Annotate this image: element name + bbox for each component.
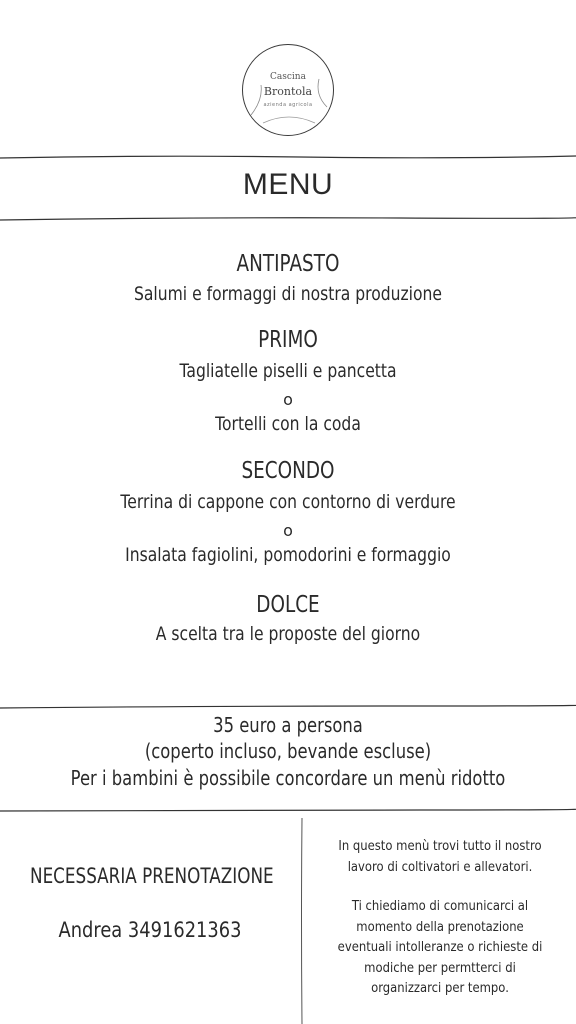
note-paragraph-1 (306, 836, 574, 877)
course-item: A scelta tra le proposte del giorno (155, 623, 421, 645)
course-heading-primo: PRIMO (258, 327, 318, 353)
course-heading-antipasto: ANTIPASTO (236, 251, 340, 277)
logo-line-2: Brontola (263, 85, 313, 98)
course-heading-dolce: DOLCE (256, 592, 320, 618)
divider-price-bottom (0, 804, 576, 816)
vertical-divider (301, 818, 303, 1024)
divider-price-top (0, 701, 576, 713)
note-line: organizzarci per tempo. (371, 980, 509, 996)
divider-top (0, 152, 576, 164)
divider-under-title (0, 212, 576, 224)
note-line: momento della prenotazione (356, 918, 524, 935)
logo-line-3: azienda agricola (263, 102, 313, 108)
course-item: Terrina di cappone con contorno di verdure (120, 491, 456, 513)
course-item: Tortelli con la coda (215, 413, 361, 435)
logo-line-1: Cascina (270, 72, 306, 82)
booking-required-label: NECESSARIA PRENOTAZIONE (30, 864, 274, 888)
course-item: Tagliatelle piselli e pancetta (179, 360, 397, 382)
note-line: lavoro di coltivatori e allevatori. (347, 858, 533, 875)
price-line: 35 euro a persona (213, 713, 363, 737)
course-item: Insalata fagiolini, pomodorini e formaggio (125, 544, 451, 566)
note-line: modiche per permtterci di (364, 959, 516, 976)
course-heading-secondo: SECONDO (241, 458, 335, 484)
price-note: (coperto incluso, bevande escluse) (144, 739, 432, 763)
course-or: o (283, 521, 293, 540)
course-or: o (283, 390, 293, 409)
note-line: Ti chiediamo di comunicarci al (351, 898, 529, 914)
note-line: In questo menù trovi tutto il nostro (338, 838, 542, 854)
course-item: Salumi e formaggi di nostra produzione (133, 283, 443, 305)
farm-logo (242, 44, 334, 136)
children-note: Per i bambini è possibile concordare un menù ridotto (70, 766, 506, 790)
note-paragraph-2 (306, 896, 574, 999)
menu-title: MENU (242, 168, 334, 201)
booking-contact: Andrea 3491621363 (58, 918, 242, 942)
note-line: eventuali intolleranze o richieste di (337, 939, 543, 955)
